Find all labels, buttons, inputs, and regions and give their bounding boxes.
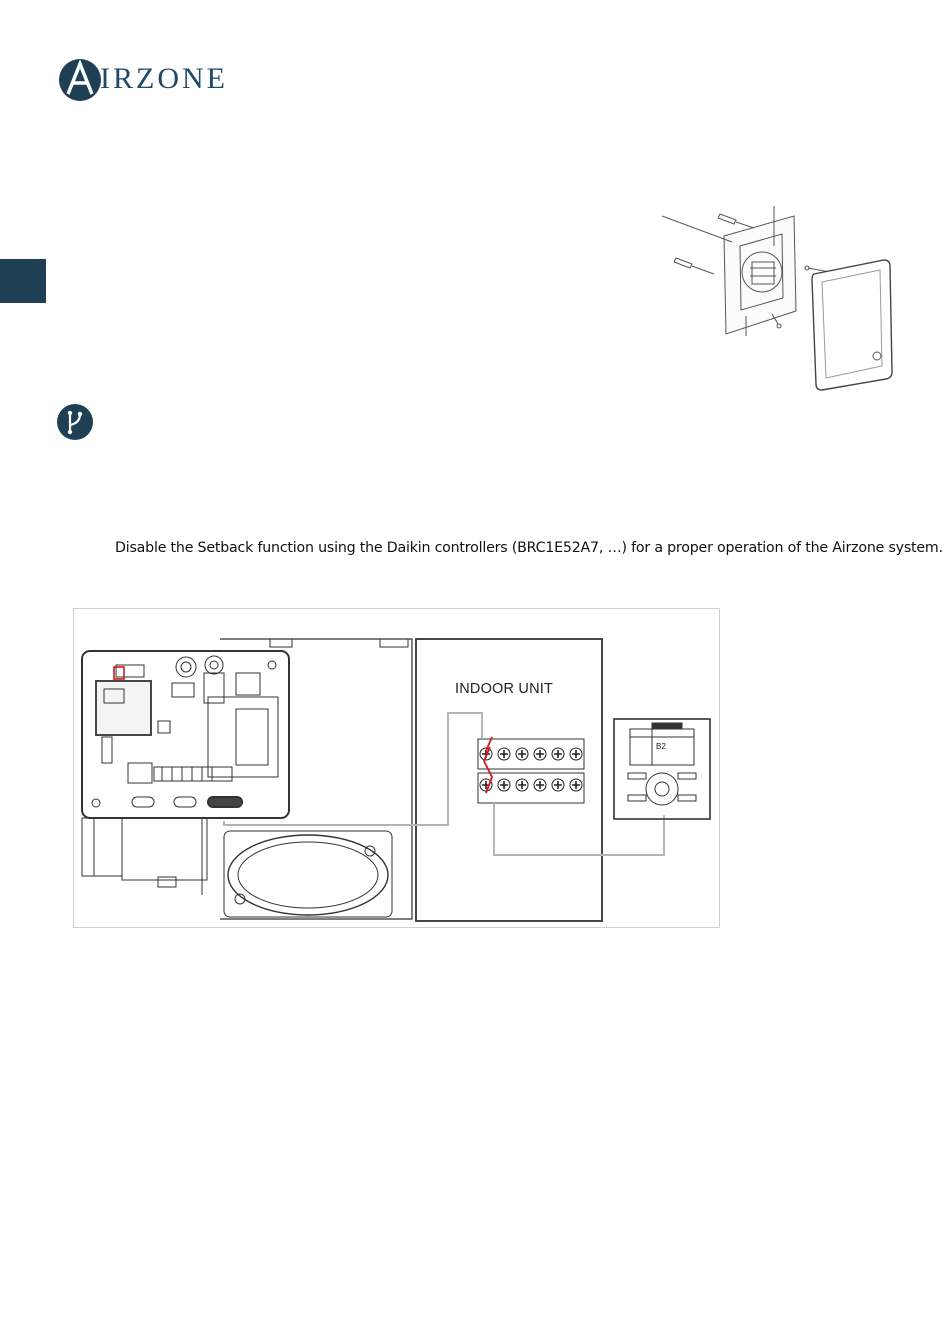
tip-branch-icon xyxy=(56,403,94,441)
brand-name: IRZONE xyxy=(100,62,228,95)
wiring-diagram xyxy=(73,608,720,928)
section-tab xyxy=(0,259,46,303)
setback-note: Disable the Setback function using the Daikin controllers (BRC1E52A7, …) for a proper operation of the Airzone system. xyxy=(115,540,943,556)
thermostat-mounting-illustration xyxy=(662,206,898,392)
controller-code-label: B2 xyxy=(656,742,666,751)
indoor-unit-label: INDOOR UNIT xyxy=(455,681,554,697)
wiring-diagram-drawing xyxy=(74,609,719,927)
